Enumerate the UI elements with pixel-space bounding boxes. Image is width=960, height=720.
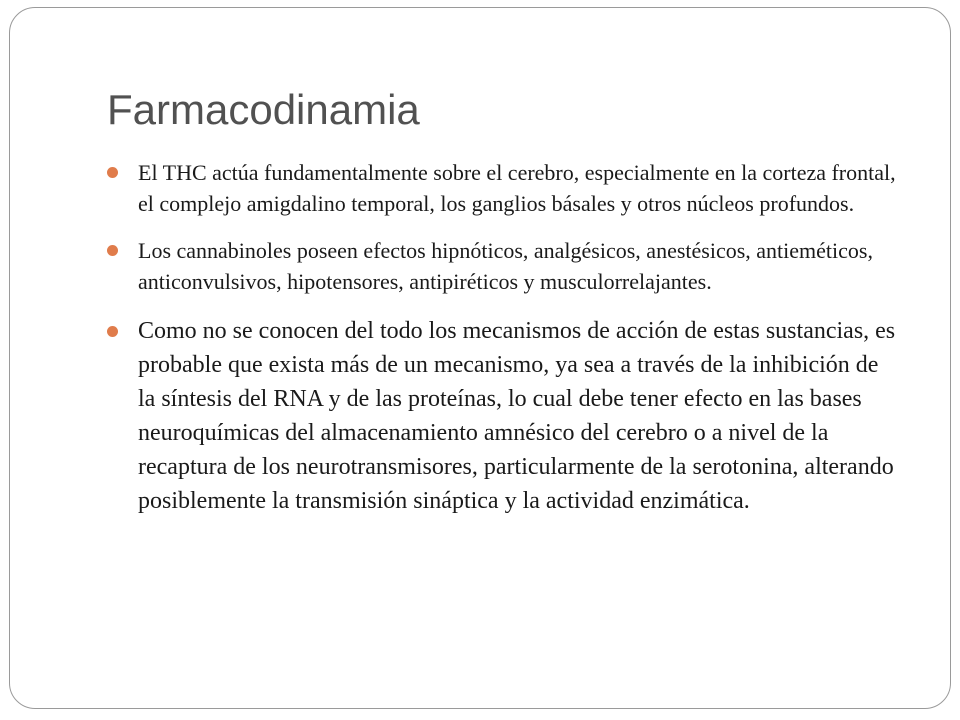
- bullet-text: Los cannabinoles poseen efectos hipnóticos, analgésicos, anestésicos, antieméticos, anticonvulsivos, hipotensores, antipiréticos y musculorrelajantes.: [138, 238, 873, 294]
- bullet-dot-icon: [107, 326, 118, 337]
- bullet-item: [107, 314, 897, 518]
- bullet-dot-icon: [107, 245, 118, 256]
- bullet-text: El THC actúa fundamentalmente sobre el cerebro, especialmente en la corteza frontal, el complejo amigdalino temporal, los ganglios básales y otros núcleos profundos.: [138, 160, 896, 216]
- slide-title: Farmacodinamia: [107, 86, 420, 133]
- bullet-list: [107, 157, 897, 518]
- bullet-item: [107, 157, 897, 219]
- bullet-dot-icon: [107, 167, 118, 178]
- bullet-text: Como no se conocen del todo los mecanismos de acción de estas sustancias, es probable que exista más de un mecanismo, ya sea a través de la inhibición de la síntesis del RNA y de las proteínas, lo cual debe tener efecto en las bases neuroquímicas del almacenamiento amnésico del cerebro o a nivel de la recaptura de los neurotransmisores, particularmente de la serotonina, alterando posiblemente la transmisión sináptica y la actividad enzimática.: [138, 318, 896, 514]
- bullet-item: [107, 235, 897, 297]
